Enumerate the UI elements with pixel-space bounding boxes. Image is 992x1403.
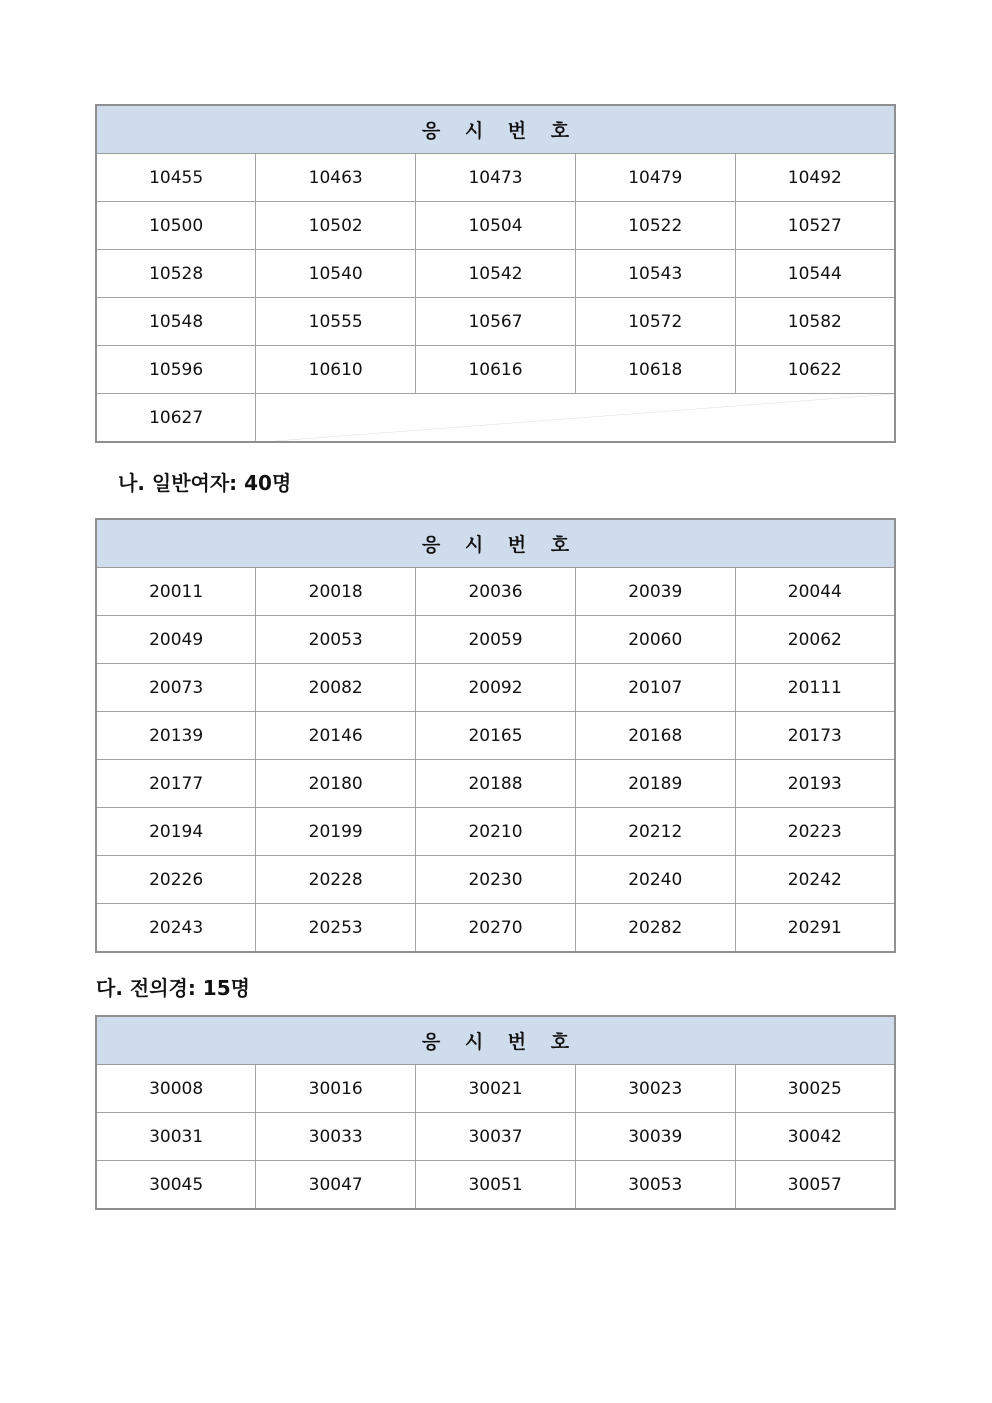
exam-number-cell: 20291 (735, 904, 895, 953)
exam-number-cell: 10528 (96, 250, 256, 298)
exam-number-cell: 20139 (96, 712, 256, 760)
exam-number-cell: 20270 (416, 904, 576, 953)
table-row (96, 568, 895, 616)
exam-number-cell: 20059 (416, 616, 576, 664)
exam-number-cell: 30057 (735, 1161, 895, 1210)
exam-number-cell: 10555 (256, 298, 416, 346)
exam-number-cell: 20044 (735, 568, 895, 616)
exam-number-cell: 20060 (575, 616, 735, 664)
exam-number-cell: 20062 (735, 616, 895, 664)
exam-number-cell: 10548 (96, 298, 256, 346)
exam-number-cell: 20111 (735, 664, 895, 712)
exam-number-cell: 10618 (575, 346, 735, 394)
exam-number-cell: 20210 (416, 808, 576, 856)
table-row (96, 904, 895, 953)
table-row (96, 394, 895, 443)
table-row (96, 1065, 895, 1113)
table-row (96, 616, 895, 664)
exam-number-cell: 30021 (416, 1065, 576, 1113)
exam-number-cell: 10616 (416, 346, 576, 394)
exam-number-cell: 20036 (416, 568, 576, 616)
exam-number-cell: 20011 (96, 568, 256, 616)
exam-number-cell: 20226 (96, 856, 256, 904)
exam-number-cell: 20194 (96, 808, 256, 856)
exam-number-cell: 10522 (575, 202, 735, 250)
table-row (96, 664, 895, 712)
exam-number-cell: 10627 (96, 394, 256, 443)
exam-number-cell: 30016 (256, 1065, 416, 1113)
exam-number-cell: 10504 (416, 202, 576, 250)
exam-number-cell: 20073 (96, 664, 256, 712)
exam-number-cell: 10455 (96, 154, 256, 202)
exam-number-cell: 10582 (735, 298, 895, 346)
exam-number-cell: 10463 (256, 154, 416, 202)
exam-number-cell: 10596 (96, 346, 256, 394)
exam-number-cell: 20146 (256, 712, 416, 760)
exam-number-cell: 10622 (735, 346, 895, 394)
empty-diagonal-cell (256, 394, 895, 443)
exam-number-cell: 20053 (256, 616, 416, 664)
exam-number-cell: 20230 (416, 856, 576, 904)
exam-number-cell: 10544 (735, 250, 895, 298)
exam-number-cell: 10492 (735, 154, 895, 202)
exam-number-cell: 30051 (416, 1161, 576, 1210)
section-title-riot-police: 다. 전의경: 15명 (96, 976, 250, 1000)
exam-number-cell: 30037 (416, 1113, 576, 1161)
exam-number-cell: 20173 (735, 712, 895, 760)
exam-number-cell: 20049 (96, 616, 256, 664)
exam-number-cell: 30031 (96, 1113, 256, 1161)
exam-number-table-a (95, 104, 896, 443)
exam-number-cell: 20212 (575, 808, 735, 856)
exam-number-table-b (95, 518, 896, 953)
exam-number-cell: 20193 (735, 760, 895, 808)
table-header: 응 시 번 호 (96, 105, 895, 154)
exam-number-cell: 10473 (416, 154, 576, 202)
exam-number-cell: 10543 (575, 250, 735, 298)
table-row (96, 712, 895, 760)
table-row (96, 808, 895, 856)
table-row (96, 1113, 895, 1161)
exam-number-cell: 20243 (96, 904, 256, 953)
exam-number-cell: 20018 (256, 568, 416, 616)
exam-number-cell: 20180 (256, 760, 416, 808)
table-header: 응 시 번 호 (96, 519, 895, 568)
exam-number-cell: 30039 (575, 1113, 735, 1161)
exam-number-cell: 30042 (735, 1113, 895, 1161)
exam-number-cell: 10572 (575, 298, 735, 346)
exam-number-cell: 30045 (96, 1161, 256, 1210)
exam-number-cell: 20177 (96, 760, 256, 808)
exam-number-cell: 20082 (256, 664, 416, 712)
exam-number-cell: 20039 (575, 568, 735, 616)
exam-number-cell: 10500 (96, 202, 256, 250)
exam-number-cell: 20188 (416, 760, 576, 808)
table-row (96, 856, 895, 904)
table-row (96, 202, 895, 250)
exam-number-table-c (95, 1015, 896, 1210)
exam-number-cell: 20199 (256, 808, 416, 856)
diagonal-line (256, 394, 894, 441)
exam-number-cell: 20240 (575, 856, 735, 904)
exam-number-cell: 20228 (256, 856, 416, 904)
exam-number-cell: 30053 (575, 1161, 735, 1210)
table-row (96, 346, 895, 394)
table-row (96, 154, 895, 202)
table-row (96, 298, 895, 346)
exam-number-cell: 20242 (735, 856, 895, 904)
exam-number-cell: 30033 (256, 1113, 416, 1161)
exam-number-cell: 10502 (256, 202, 416, 250)
exam-number-cell: 20189 (575, 760, 735, 808)
exam-number-cell: 20253 (256, 904, 416, 953)
exam-number-cell: 20092 (416, 664, 576, 712)
exam-number-cell: 20168 (575, 712, 735, 760)
exam-number-cell: 20107 (575, 664, 735, 712)
exam-number-cell: 10542 (416, 250, 576, 298)
exam-number-cell: 30008 (96, 1065, 256, 1113)
exam-number-cell: 30047 (256, 1161, 416, 1210)
exam-number-cell: 20165 (416, 712, 576, 760)
exam-number-cell: 10479 (575, 154, 735, 202)
exam-number-cell: 30023 (575, 1065, 735, 1113)
table-header: 응 시 번 호 (96, 1016, 895, 1065)
exam-number-cell: 30025 (735, 1065, 895, 1113)
exam-number-cell: 10540 (256, 250, 416, 298)
exam-number-cell: 20282 (575, 904, 735, 953)
exam-number-cell: 10610 (256, 346, 416, 394)
section-title-general-female: 나. 일반여자: 40명 (118, 471, 292, 495)
table-row (96, 1161, 895, 1210)
table-row (96, 760, 895, 808)
exam-number-cell: 10527 (735, 202, 895, 250)
exam-number-cell: 10567 (416, 298, 576, 346)
table-row (96, 250, 895, 298)
exam-number-cell: 20223 (735, 808, 895, 856)
